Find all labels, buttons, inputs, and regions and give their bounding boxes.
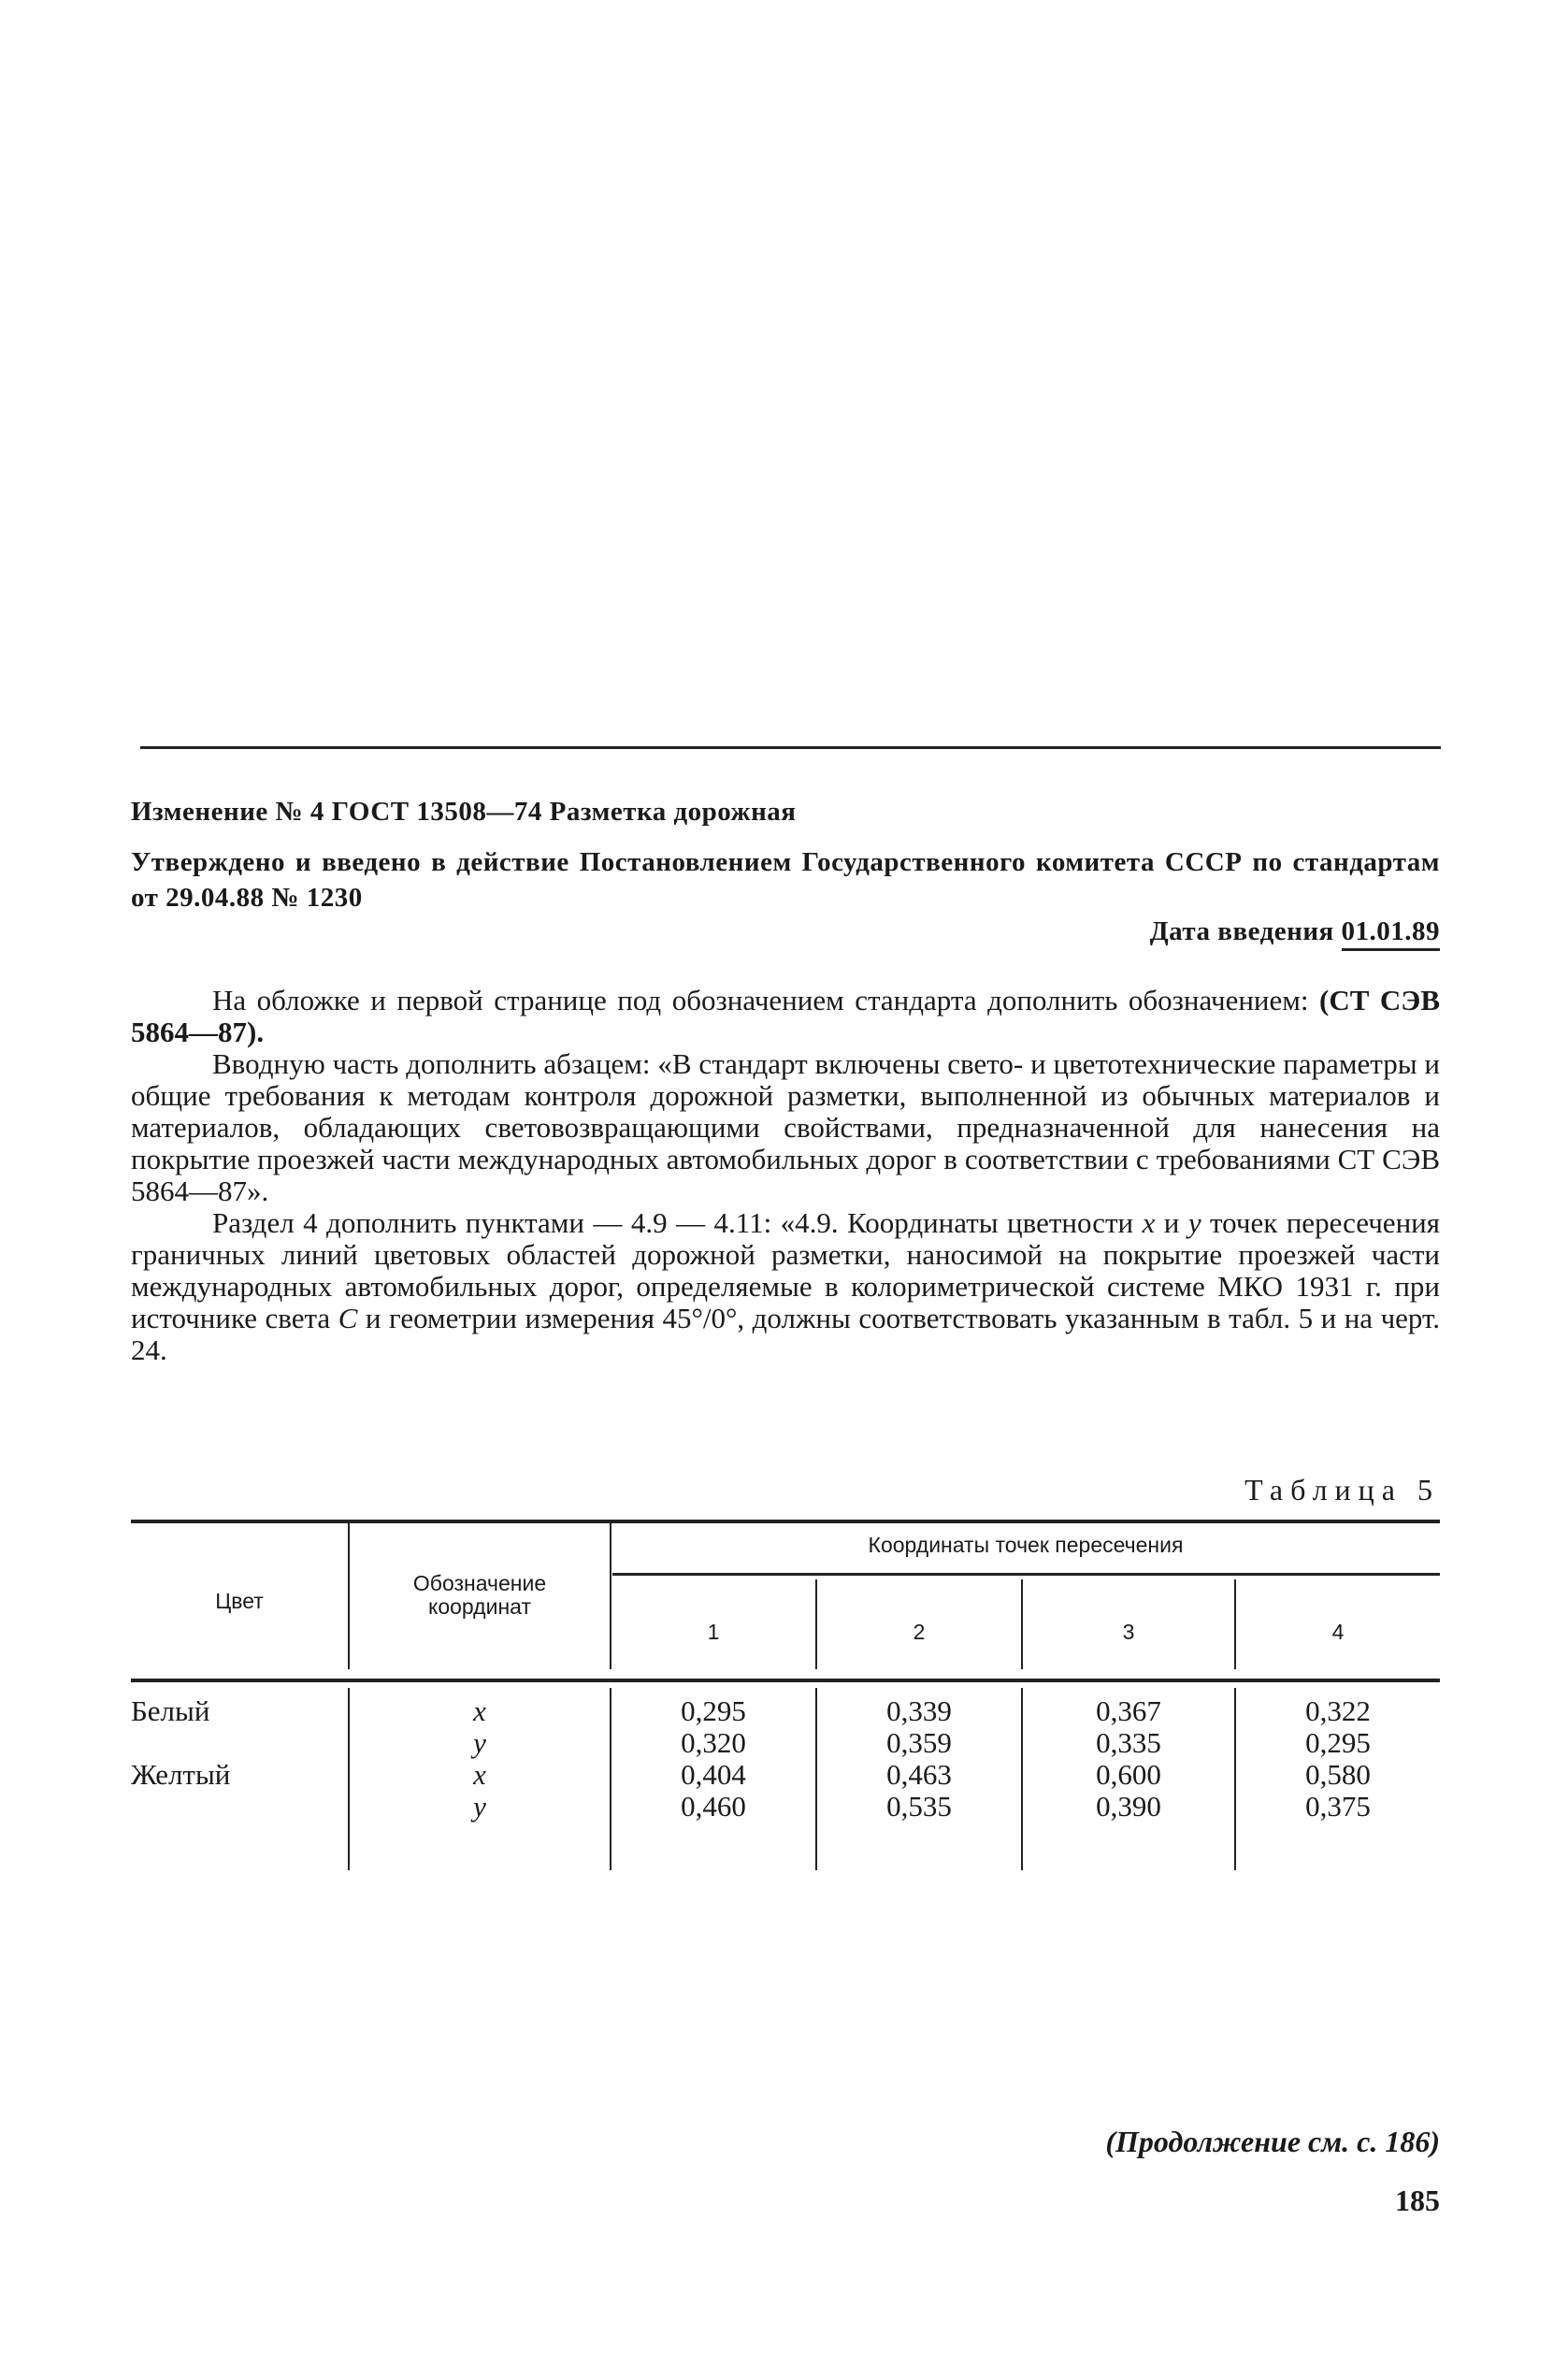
paragraph-section4 [131,1207,1440,1366]
header-point-1: 1 [707,1620,720,1644]
symbol-x: x [1142,1206,1156,1239]
cell-value: 0,339 [886,1694,952,1727]
header-intersection-points: Координаты точек пересечения [868,1533,1184,1557]
cell-value: 0,322 [1305,1694,1371,1727]
paragraph-intro: Вводную часть дополнить абзацем: «В стандарт включены свето- и цветотехнические параметры и общие требования к методам контроля дорожной разметки, выполненной из обычных материалов и материалов, обладающих световозвращающими свойствами, предназначенной для нанесения на покрытие проезжей части международных автомобильных дорог в соответствии с требованиями СТ СЭВ 5864—87». [131,1047,1440,1207]
symbol-y: y [1187,1206,1201,1239]
table-header-rule [131,1679,1440,1682]
symbol-illuminant-c: C [338,1302,358,1334]
table-top-rule [131,1520,1440,1523]
cell-axis: y [473,1726,486,1759]
header-designation-line2: координат [428,1594,531,1619]
page-number: 185 [1395,2184,1440,2217]
cell-value: 0,295 [681,1694,746,1727]
cell-value: 0,375 [1305,1790,1371,1823]
paragraph-cover-text: На обложке и первой странице под обозначением стандарта дополнить обозначением: [212,984,1320,1016]
coordinates-table [131,1520,1440,1894]
cell-value: 0,535 [886,1790,952,1823]
header-point-2: 2 [913,1620,926,1644]
cell-color-yellow: Желтый [131,1758,231,1791]
approval-statement: Утверждено и введено в действие Постановлением Государственного комитета СССР по стандартам от 29.04.88 № 1230 [131,847,1440,913]
table-caption: Таблица 5 [1244,1473,1440,1506]
cell-color-white: Белый [131,1694,210,1727]
header-designation-line1: Обозначение [412,1571,547,1595]
cell-value: 0,320 [681,1726,746,1759]
cell-value: 0,460 [681,1790,746,1823]
effective-date-value: 01.01.89 [1342,916,1441,951]
paragraph-section4-part-d: и геометрии измерения 45°/0°, должны соответствовать указанным в табл. 5 и на черт. 24. [131,1302,1440,1366]
cell-axis: x [473,1694,486,1727]
cell-value: 0,359 [886,1726,952,1759]
body-text [131,985,1440,1366]
cell-axis: x [473,1758,486,1791]
paragraph-cover-designation: (СТ СЭВ 5864—87). [131,984,1440,1048]
cell-value: 0,367 [1096,1694,1161,1727]
effective-date-label: Дата введения [1149,916,1334,946]
header-point-4: 4 [1331,1620,1345,1644]
cell-value: 0,463 [886,1758,952,1791]
cell-value: 0,580 [1305,1758,1371,1791]
cell-axis: y [473,1790,486,1823]
continuation-note: (Продолжение см. с. 186) [1105,2125,1440,2158]
header-color: Цвет [215,1589,264,1613]
cell-value: 0,335 [1096,1726,1161,1759]
paragraph-section4-part-b: и [1155,1206,1188,1239]
header-designation [350,1572,610,1619]
top-rule [140,746,1441,749]
cell-value: 0,600 [1096,1758,1161,1791]
cell-value: 0,390 [1096,1790,1161,1823]
paragraph-section4-part-a: Раздел 4 дополнить пунктами — 4.9 — 4.11: «4.9. Координаты цветности [212,1206,1143,1239]
table-group-rule [612,1573,1440,1576]
cell-value: 0,404 [681,1758,746,1791]
cell-value: 0,295 [1305,1726,1371,1759]
paragraph-section4-part-c: точек пересечения граничных линий цветовых областей дорожной разметки, наносимой на покрытие проезжей части международных автомобильных дорог, определяемые в колориметрической системе МКО 1931 г. при источнике света [131,1206,1441,1334]
effective-date [1150,916,1440,947]
paragraph-cover [131,985,1440,1048]
header-point-3: 3 [1122,1620,1135,1644]
amendment-title: Изменение № 4 ГОСТ 13508—74 Разметка дорожная [131,797,797,827]
